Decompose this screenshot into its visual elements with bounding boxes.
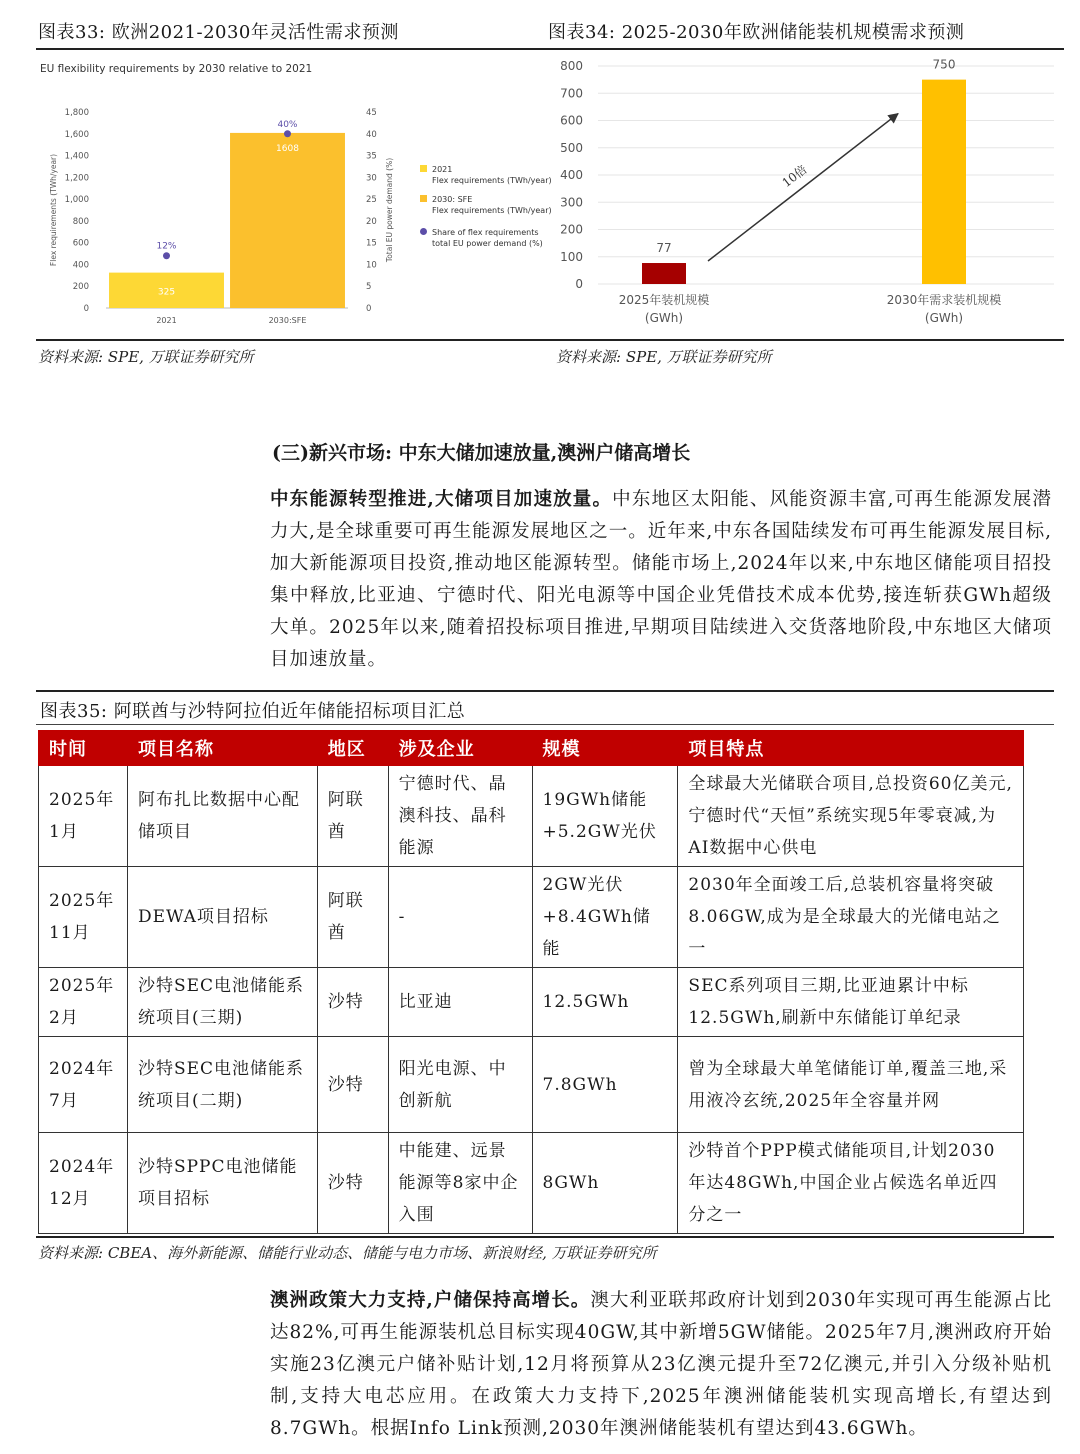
paragraph-australia-lead: 澳洲政策大力支持,户储保持高增长。 (270, 1290, 591, 1311)
bar-value-label: 750 (932, 57, 956, 72)
cell-time: 2024年12月 (39, 1133, 128, 1234)
y-tick-label: 500 (560, 140, 583, 155)
y-tick-label: 1,800 (64, 108, 89, 118)
y-tick-label: 600 (72, 238, 89, 249)
table-row (39, 968, 1024, 1037)
table-row (39, 1133, 1024, 1234)
legend-swatch (420, 228, 427, 235)
legend-entry-title: 2030: SFE (432, 195, 473, 204)
y2-tick-label: 0 (366, 304, 372, 314)
x-tick-label: (GWh) (924, 311, 964, 325)
cell-companies: - (388, 867, 532, 968)
y2-tick-label: 30 (366, 173, 377, 184)
share-point-label: 40% (277, 119, 298, 130)
share-point (284, 130, 291, 137)
paragraph-middle-east-lead: 中东能源转型推进,大储项目加速放量。 (270, 489, 613, 510)
cell-project-name: 沙特SEC电池储能系统项目(三期) (127, 968, 317, 1037)
fig33-source: 资料来源: SPE, 万联证券研究所 (38, 348, 254, 366)
paragraph-australia (270, 1285, 1052, 1445)
y2-tick-label: 15 (366, 238, 377, 249)
y-tick-label: 1,400 (64, 151, 89, 162)
cell-project-name: 沙特SPPC电池储能项目招标 (127, 1133, 317, 1234)
cell-time: 2025年2月 (39, 968, 128, 1037)
table-row (39, 867, 1024, 968)
cell-project-name: 沙特SEC电池储能系统项目(二期) (127, 1037, 317, 1133)
fig33-chart (36, 52, 552, 332)
bar-2025年装机规模(GWh) (642, 263, 686, 284)
cell-companies: 阳光电源、中创新航 (388, 1037, 532, 1133)
y-tick-label: 200 (72, 282, 89, 293)
legend-entry-title: 2021 (432, 165, 453, 174)
cell-features: 沙特首个PPP模式储能项目,计划2030年达48GWh,中国企业占候选名单近四分之一 (678, 1133, 1024, 1234)
growth-arrow (708, 114, 898, 261)
header-time: 时间 (39, 731, 128, 766)
x-tick-label: 2030:SFE (268, 316, 307, 325)
share-point-label: 12% (156, 241, 177, 252)
legend-entry-label: Flex requirements (TWh/year) (432, 176, 552, 185)
y-axis-label: Flex requirements (TWh/year) (49, 153, 58, 267)
y-tick-label: 800 (72, 216, 89, 227)
legend-entry-title: Share of flex requirements (432, 228, 539, 237)
y-tick-label: 1,000 (64, 195, 89, 206)
x-tick-label: 2025年装机规模 (618, 293, 710, 307)
cell-companies: 中能建、远景能源等8家中企入围 (388, 1133, 532, 1234)
fig35-bottom-rule (36, 1236, 1054, 1238)
fig33-title: 图表33: 欧洲2021-2030年灵活性需求预测 (38, 22, 399, 43)
y-tick-label: 300 (560, 195, 583, 210)
paragraph-middle-east (270, 484, 1052, 676)
cell-features: SEC系列项目三期,比亚迪累计中标12.5GWh,刷新中东储能订单纪录 (678, 968, 1024, 1037)
chart33-title: EU flexibility requirements by 2030 relative to 2021 (40, 63, 313, 75)
fig34-title: 图表34: 2025-2030年欧洲储能装机规模需求预测 (548, 22, 965, 43)
cell-scale: 7.8GWh (532, 1037, 678, 1133)
cell-companies: 宁德时代、晶澳科技、晶科能源 (388, 766, 532, 867)
cell-project-name: DEWA项目招标 (127, 867, 317, 968)
x-tick-label: 2030年需求装机规模 (886, 293, 1002, 307)
cell-features: 曾为全球最大单笔储能订单,覆盖三地,采用液冷玄统,2025年全容量并网 (678, 1037, 1024, 1133)
x-tick-label: 2021 (156, 316, 177, 325)
header-scale: 规模 (532, 731, 678, 766)
y2-tick-label: 40 (366, 129, 377, 140)
fig35-top-rule (36, 690, 1054, 692)
bar-value-label: 77 (656, 241, 672, 256)
y-tick-label: 1,200 (64, 173, 89, 184)
x-tick-label: (GWh) (644, 311, 684, 325)
y2-axis-label: Total EU power demand (%) (385, 157, 394, 263)
cell-scale: 8GWh (532, 1133, 678, 1234)
cell-scale: 19GWh储能+5.2GW光伏 (532, 766, 678, 867)
cell-region: 沙特 (317, 1037, 388, 1133)
y2-tick-label: 45 (366, 108, 377, 118)
y2-tick-label: 10 (366, 260, 377, 271)
y-tick-label: 800 (560, 59, 583, 73)
y2-tick-label: 25 (366, 195, 377, 206)
growth-annotation: 10倍 (779, 162, 810, 191)
y2-tick-label: 20 (366, 216, 377, 227)
header-project-name: 项目名称 (127, 731, 317, 766)
y-tick-label: 100 (560, 249, 583, 264)
cell-companies: 比亚迪 (388, 968, 532, 1037)
cell-project-name: 阿布扎比数据中心配储项目 (127, 766, 317, 867)
bar-value-label: 325 (157, 287, 176, 298)
project-table (38, 730, 1024, 1234)
y2-tick-label: 35 (366, 151, 377, 162)
y-tick-label: 600 (560, 113, 583, 128)
cell-time: 2025年1月 (39, 766, 128, 867)
top-rule (36, 48, 1064, 50)
fig34-source: 资料来源: SPE, 万联证券研究所 (556, 348, 772, 366)
table-row (39, 1037, 1024, 1133)
header-features: 项目特点 (678, 731, 1024, 766)
fig35-source: 资料来源: CBEA、海外新能源、储能行业动态、储能与电力市场、新浪财经, 万联证券研究所 (38, 1244, 657, 1262)
paragraph-australia-body: 澳大利亚联邦政府计划到2030年实现可再生能源占比达82%,可再生能源装机总目标实现40GW,其中新增5GW储能。2025年7月,澳洲政府开始实施23亿澳元户储补贴计划,12月将预算从23亿澳元提升至72亿澳元,并引入分级补贴机制,支持大电芯应用。在政策大力支持下,2025年澳洲储能装机实现高增长,有望达到8.7GWh。根据Info Link预测,2030年澳洲储能装机有望达到43.6GWh。 (270, 1290, 1052, 1439)
paragraph-middle-east-body: 中东地区太阳能、风能资源丰富,可再生能源发展潜力大,是全球重要可再生能源发展地区之一。近年来,中东各国陆续发布可再生能源发展目标,加大新能源项目投资,推动地区能源转型。储能市场上,2024年以来,中东地区储能项目招投集中释放,比亚迪、宁德时代、阳光电源等中国企业凭借技术成本优势,接连斩获GWh超级大单。2025年以来,随着招投标项目推进,早期项目陆续进入交货落地阶段,中东地区大储项目加速放量。 (270, 489, 1052, 670)
cell-features: 2030年全面竣工后,总装机容量将突破8.06GW,成为是全球最大的光储电站之一 (678, 867, 1024, 968)
header-companies: 涉及企业 (388, 731, 532, 766)
y-tick-label: 0 (575, 277, 583, 291)
cell-features: 全球最大光储联合项目,总投资60亿美元,宁德时代“天恒”系统实现5年零衰减,为AI数据中心供电 (678, 766, 1024, 867)
y-tick-label: 700 (560, 86, 583, 101)
legend-entry-label: Flex requirements (TWh/year) (432, 206, 552, 215)
bar-2030:SFE (230, 133, 345, 308)
y-tick-label: 400 (560, 168, 583, 182)
cell-region: 沙特 (317, 1133, 388, 1234)
legend-swatch (420, 165, 427, 172)
y-tick-label: 400 (72, 260, 89, 271)
legend-entry-label: total EU power demand (%) (432, 239, 543, 248)
y-tick-label: 1,600 (64, 129, 89, 140)
table-row (39, 766, 1024, 867)
y-tick-label: 0 (83, 304, 89, 314)
section-heading: (三)新兴市场: 中东大储加速放量,澳洲户储高增长 (272, 442, 691, 464)
bar-value-label: 1608 (276, 143, 299, 154)
y-tick-label: 200 (560, 222, 583, 237)
cell-region: 阿联酋 (317, 867, 388, 968)
header-region: 地区 (317, 731, 388, 766)
cell-time: 2025年11月 (39, 867, 128, 968)
y2-tick-label: 5 (366, 282, 372, 293)
cell-region: 沙特 (317, 968, 388, 1037)
bar-2030年需求装机规模(GWh) (922, 80, 966, 284)
cell-region: 阿联酋 (317, 766, 388, 867)
share-point (163, 252, 170, 259)
cell-scale: 12.5GWh (532, 968, 678, 1037)
fig35-title: 图表35: 阿联酋与沙特阿拉伯近年储能招标项目汇总 (40, 701, 466, 722)
cell-time: 2024年7月 (39, 1037, 128, 1133)
fig34-chart (548, 52, 1064, 334)
table-header-row (39, 731, 1024, 766)
cell-scale: 2GW光伏+8.4GWh储能 (532, 867, 678, 968)
legend-swatch (420, 195, 427, 202)
fig-bottom-rule (36, 339, 1064, 341)
fig35-title-rule (36, 724, 1054, 725)
